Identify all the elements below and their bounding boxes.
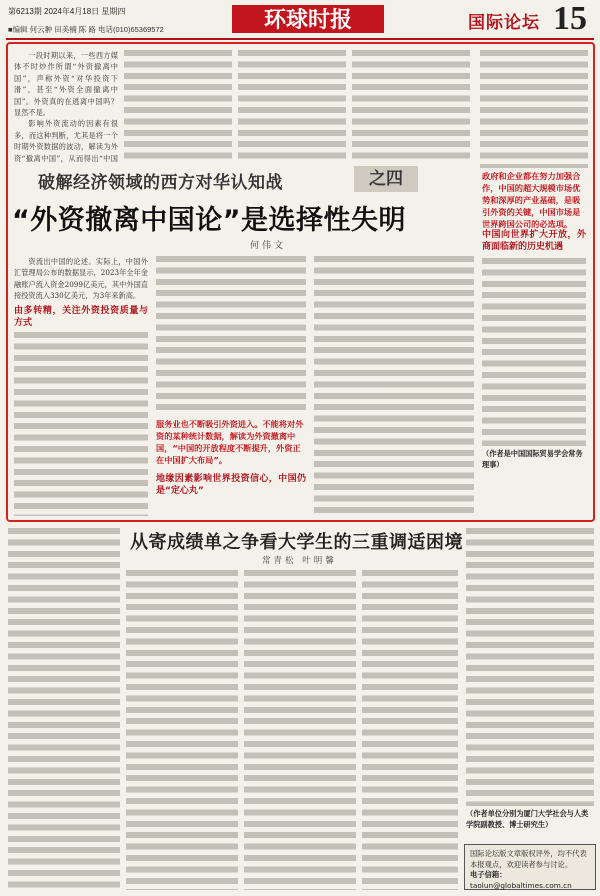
article2-headline: 从寄成绩单之争看大学生的三重调适困境 [130, 532, 463, 553]
feature-pullquote: 服务业也不断吸引外资进入。不能将对外资的某种统计数据，解读为外资撤离中国，“中国的开放程度不断提升，外资正在中国扩大布局”。 [156, 419, 304, 465]
newspaper-logo [232, 2, 384, 36]
issue-line: 第6213期 2024年4月18日 星期四 [8, 7, 126, 16]
feature-subhead-3-wrap [482, 150, 586, 168]
feature-subhead-3-box [482, 226, 586, 256]
feature-subhead-3: 中国向世界扩大开放，外商面临新的历史机遇 [482, 230, 586, 252]
feature-column-6 [14, 256, 148, 516]
article2-column-5 [466, 528, 594, 806]
article2-author-note: （作者单位分别为厦门大学社会与人类学院副教授、博士研究生） [466, 809, 589, 829]
logo-text: 环球时报 [263, 8, 353, 33]
footer-notice [464, 844, 596, 890]
article2-column-2 [126, 570, 238, 890]
article2-column-1 [8, 528, 120, 890]
feature-column-1 [14, 50, 118, 164]
feature-lead-paragraph-1: 一段时期以来，一些西方媒体不时炒作所谓“外资撤离中国”，声称外资“对华投资下滑”，甚至“外资全面撤离中国”。外资真的在逃离中国吗？显然不是。 [14, 51, 118, 118]
kicker-text: 破解经济领域的西方对华认知战 [38, 173, 283, 193]
footer-email-line [470, 870, 590, 891]
feature-column-7 [156, 256, 306, 414]
feature-kicker [38, 168, 438, 194]
article2-column-3 [244, 570, 356, 890]
page-number: 15 [553, 0, 587, 37]
feature-author-note: （作者是中国国际贸易学会常务理事） [482, 449, 583, 469]
feature-column-3 [238, 50, 346, 164]
footer-email[interactable]: taolun@globaltimes.com.cn [470, 880, 572, 890]
feature-headline: “外资撤离中国论”是选择性失明 [12, 205, 406, 236]
feature-lead-paragraph-2: 影响外资流动的因素有很多，而这种判断，尤其是将一个时期外资数据的波动，解读为外资“撤离中国”，从而得出“中国 [14, 119, 118, 163]
feature-pullquote-2: 政府和企业都在努力加强合作，中国的超大规模市场优势和深厚的产业基础，是吸引外资的关键，中国市场是世界跨国公司的必选项。 [482, 171, 581, 229]
feature-byline: 何伟文 [250, 241, 287, 251]
masthead-rule [6, 38, 594, 40]
feature-subhead-1: 由多转精，关注外资投资质量与方式 [14, 305, 148, 328]
editor-line: ■编辑 何云翀 田美楠 陈 路 电话(010)65369572 [8, 25, 164, 34]
masthead [0, 0, 600, 46]
article2-byline: 常青松 叶明馨 [262, 556, 337, 566]
footer-email-label: 电子信箱： [470, 870, 507, 879]
section-title: 国际论坛 [468, 13, 540, 33]
feature-intro-paragraph: 资流出中国的论述。实际上，中国外汇管理局公布的数据显示，2023年全年金融账户流入资金2099亿美元，其中外国直接投资流入330亿美元，为3年来新高。 [14, 257, 148, 301]
feature-column-5b [482, 258, 586, 446]
feature-column-2 [124, 50, 232, 164]
article2-column-4 [362, 570, 458, 890]
feature-subhead-2: 地缘因素影响世界投资信心，中国仍是“定心丸” [156, 474, 306, 496]
series-tag: 之四 [354, 166, 418, 192]
feature-column-8 [314, 256, 474, 518]
feature-column-4 [352, 50, 470, 164]
feature-subhead-2-box [156, 470, 306, 518]
footer-notice-text: 国际论坛版文章版权评外，均不代表本报观点，欢迎读者参与讨论。 [470, 849, 587, 869]
